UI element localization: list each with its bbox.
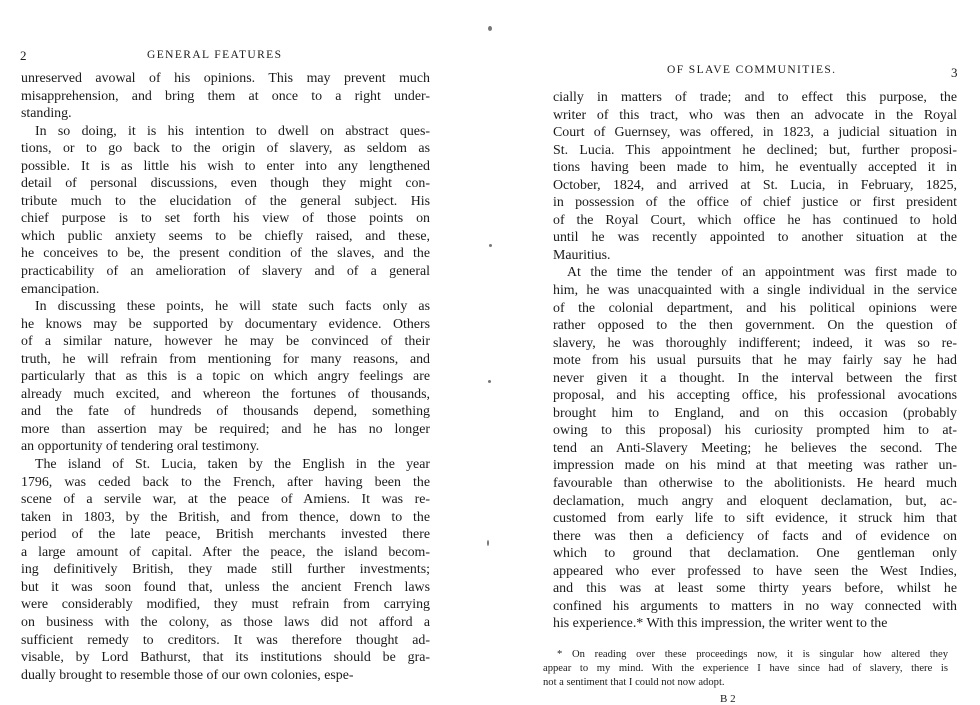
text-line: tions, or to go back to the origin of slavery, as seldom as — [21, 141, 430, 157]
text-line: rather opposed to the then government. On the question of — [553, 318, 957, 334]
text-line: In so doing, it is his intention to dwell on abstract ques- — [35, 123, 430, 139]
text-line: truth, he will refrain from mentioning for many reasons, and — [21, 351, 430, 367]
text-line: his experience.* With this impression, the writer went to the — [553, 616, 888, 632]
text-line: confined his arguments to matters in no way connected with — [553, 598, 957, 614]
text-line: more than assertion may be required; and he has no longer — [21, 421, 430, 437]
text-line: and the fate of hundreds of thousands depend, something — [21, 404, 430, 420]
left-page-body — [21, 70, 430, 684]
text-line: customed from early life to sift evidence, it struck him that — [553, 511, 957, 527]
text-line: tribute much to the elucidation of the general subject. His — [21, 193, 430, 209]
text-line: In discussing these points, he will state such facts only as — [35, 299, 430, 315]
text-line: slavery, he was thoroughly indifferent; indeed, it was so re- — [553, 335, 957, 351]
text-line: scene of a servile war, at the peace of Amiens. It was re- — [21, 492, 430, 508]
text-line: declamation, much angry and eloquent declamation, but, ac- — [553, 493, 957, 509]
text-line: ing definitively British, they made still further investments; — [21, 562, 430, 578]
text-line: brought him to England, and on this occasion (probably — [553, 405, 957, 421]
text-line: until he was recently appointed to another situation at the — [553, 230, 957, 246]
text-line: not a sentiment that I could not now adopt. — [543, 677, 725, 688]
text-line: favourable than otherwise to the abolitionists. He heard much — [553, 476, 957, 492]
scan-speck — [489, 244, 492, 247]
text-line: detail of personal discussions, even though they might con- — [21, 176, 430, 192]
text-line: Court of Guernsey, was offered, in 1823, a judicial situation in — [553, 125, 957, 141]
text-line: visable, by Lord Bathurst, that its institutions should be gra- — [21, 650, 430, 666]
text-line: of a similar nature, however he may be convinced of their — [21, 334, 430, 350]
text-line: and this was at least some thirty years before, whilst he — [553, 581, 957, 597]
text-line: proposal, and his accepting office, his professional avocations — [553, 388, 957, 404]
text-line: owing to this proposal) his curiosity prompted him to at- — [553, 423, 957, 439]
right-page — [490, 0, 980, 705]
text-line: tend an Anti-Slavery Meeting; he believes the second. The — [553, 440, 957, 456]
text-line: 1796, was ceded back to the French, after having been the — [21, 474, 430, 490]
text-line: standing. — [21, 106, 72, 122]
text-line: appeared who ever professed to have seen the West Indies, — [553, 563, 957, 579]
left-page — [0, 0, 470, 701]
text-line: taken in 1803, by the British, and from thence, down to the — [21, 509, 430, 525]
text-line: tions having been made to him, he eventually accepted it in — [553, 160, 957, 176]
text-line: on business with the colony, as those laws did not afford a — [21, 614, 430, 630]
text-line: in possession of the office of chief justice or first president — [553, 195, 957, 211]
text-line: October, 1824, and arrived at St. Lucia, in February, 1825, — [553, 177, 957, 193]
text-line: * On reading over these proceedings now, it is singular how altered they — [557, 649, 948, 660]
text-line: appear to my mind. With the experience I have since had of slavery, there is — [543, 663, 948, 674]
text-line: him, he was unacquainted with a single individual in the service — [553, 283, 957, 299]
footnote — [543, 648, 948, 690]
text-line: never given it a thought. In the interval between the first — [553, 370, 957, 386]
text-line: emancipation. — [21, 281, 100, 297]
text-line: St. Lucia. This appointment he declined; but, further proposi- — [553, 142, 957, 158]
text-line: writer of this tract, who was then an advocate in the Royal — [553, 107, 957, 123]
text-line: which public anxiety seems to be chiefly raised, and these, — [21, 228, 430, 244]
scan-speck — [487, 540, 489, 546]
text-line: but it was soon found that, unless the ancient French laws — [21, 579, 430, 595]
right-page-number: 3 — [951, 65, 958, 80]
left-running-head: GENERAL FEATURES — [147, 49, 283, 61]
text-line: The island of St. Lucia, taken by the English in the year — [35, 457, 430, 473]
scan-speck — [488, 380, 491, 383]
text-line: of the colonial department, and his political opinions were — [553, 300, 957, 316]
text-line: a large amount of capital. After the peace, the island becom- — [21, 544, 430, 560]
text-line: practicability of an amelioration of slavery and of a general — [21, 264, 430, 280]
text-line: mote from his usual pursuits that he may fairly say he had — [553, 353, 957, 369]
text-line: particularly that as this is a topic on which angry feelings are — [21, 369, 430, 385]
text-line: dually brought to resemble those of our own colonies, espe- — [21, 667, 354, 683]
text-line: unreserved avowal of his opinions. This may prevent much — [21, 71, 430, 86]
text-line: he conceives to be, the present condition of the slaves, and the — [21, 246, 430, 262]
text-line: were considerably modified, they must refrain from carrying — [21, 597, 430, 613]
scan-speck — [488, 26, 492, 31]
text-line: impression made on his mind at that meeting was rather un- — [553, 458, 957, 474]
right-running-head: OF SLAVE COMMUNITIES. — [667, 64, 837, 76]
text-line: of the Royal Court, which office he has continued to hold — [553, 212, 957, 228]
text-line: At the time the tender of an appointment was first made to — [567, 265, 957, 281]
text-line: which to ground that declamation. One gentleman only — [553, 546, 957, 562]
text-line: already much excited, and whereon the fortunes of thousands, — [21, 386, 430, 402]
text-line: period of the late peace, British merchants invested there — [21, 527, 430, 543]
text-line: Mauritius. — [553, 247, 611, 263]
text-line: an opportunity of tendering oral testimony. — [21, 439, 260, 455]
text-line: misapprehension, and bring them at once to a right under- — [21, 88, 430, 104]
text-line: he knows may be supported by documentary evidence. Others — [21, 316, 430, 332]
text-line: possible. It is as little his wish to enter into any lengthened — [21, 158, 430, 174]
signature-mark: B 2 — [720, 693, 736, 705]
text-line: cially in matters of trade; and to effect this purpose, the — [553, 90, 957, 105]
left-page-number: 2 — [20, 48, 27, 63]
text-line: there was then a deficiency of facts and of evidence on — [553, 528, 957, 544]
text-line: chief purpose is to set forth his view of those points on — [21, 211, 430, 227]
text-line: sufficient remedy to creditors. It was therefore thought ad- — [21, 632, 430, 648]
right-page-body — [553, 89, 957, 633]
